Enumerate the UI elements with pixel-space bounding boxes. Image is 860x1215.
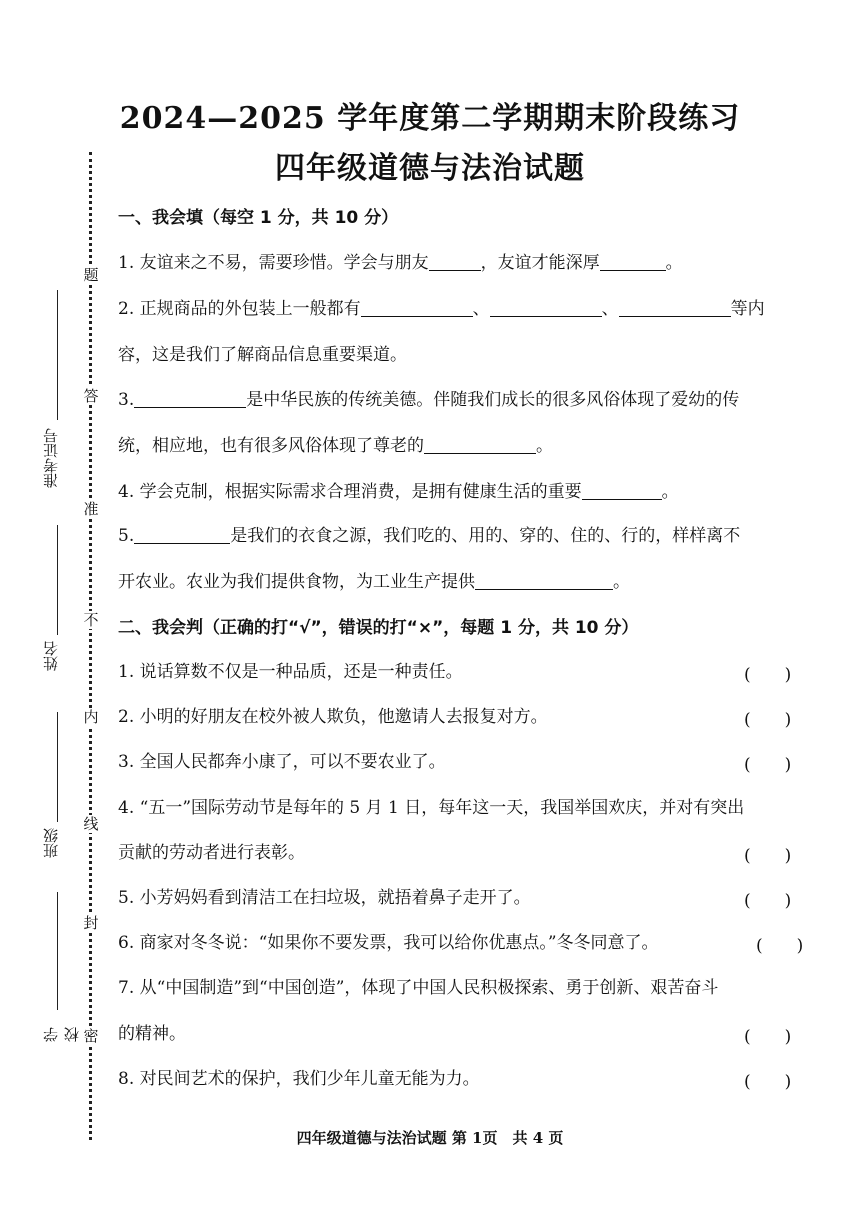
judge-answer-4[interactable]: ( ) — [744, 846, 792, 866]
seal-char-zhun: 准 — [83, 500, 99, 518]
school-label: 学校 — [42, 1027, 81, 1042]
field-name[interactable] — [40, 525, 60, 675]
school-write-line — [57, 892, 58, 1010]
exam-number-label: 准考证号 — [42, 428, 60, 488]
exam-title: 2024—2025 学年度第二学期期末阶段练习 — [119, 101, 741, 136]
q1-text-a: 1. 友谊来之不易，需要珍惜。学会与朋友 — [118, 253, 429, 273]
q3-blank-2[interactable] — [424, 435, 536, 454]
judge-item-5: 5. 小芳妈妈看到清洁工在扫垃圾，就捂着鼻子走开了。 — [118, 888, 531, 908]
q3-text-b: 是中华民族的传统美德。伴随我们成长的很多风俗体现了爱幼的传 — [246, 390, 740, 410]
field-school[interactable] — [40, 892, 81, 1042]
judge-item-7-continued: 的精神。 — [118, 1024, 186, 1044]
q1-blank-2[interactable] — [600, 252, 666, 271]
seal-char-nei: 内 — [83, 708, 99, 726]
q2-blank-1[interactable] — [361, 298, 473, 317]
judge-item-8: 8. 对民间艺术的保护，我们少年儿童无能为力。 — [118, 1069, 480, 1089]
seal-char-mi: 密 — [83, 1027, 99, 1045]
name-write-line — [57, 525, 58, 635]
judge-item-1: 1. 说话算数不仅是一种品质，还是一种责任。 — [118, 662, 463, 682]
judge-answer-3[interactable]: ( ) — [744, 755, 792, 775]
judge-item-4: 4. “五一”国际劳动节是每年的 5 月 1 日，每年这一天，我国举国欢庆，并对有突出 — [118, 798, 745, 818]
q5-text-b: 是我们的衣食之源，我们吃的、用的、穿的、住的、行的，样样离不 — [230, 526, 741, 546]
question-5-continued — [118, 570, 630, 594]
question-5-fill — [118, 524, 740, 548]
field-class[interactable] — [40, 712, 60, 862]
seal-char-feng: 封 — [83, 914, 99, 932]
field-exam-number[interactable] — [40, 290, 60, 500]
q3-text-a: 3. — [118, 390, 135, 410]
page-footer: 四年级道德与法治试题 第 1页 共 4 页 — [296, 1129, 564, 1147]
q5-text-c: 开农业。农业为我们提供食物，为工业生产提供 — [118, 572, 475, 592]
judge-answer-2[interactable]: ( ) — [744, 710, 792, 730]
question-1-fill — [118, 251, 683, 275]
seal-char-bu: 不 — [83, 611, 99, 629]
judge-answer-8[interactable]: ( ) — [744, 1072, 792, 1092]
q5-blank-1[interactable] — [134, 525, 230, 544]
q2-sep-1: 、 — [472, 299, 490, 319]
judge-item-3: 3. 全国人民都奔小康了，可以不要农业了。 — [118, 752, 446, 772]
q5-blank-2[interactable] — [475, 571, 613, 590]
section1-heading: 一、我会填（每空 1 分，共 10 分） — [118, 208, 399, 228]
judge-item-4-continued: 贡献的劳动者进行表彰。 — [118, 843, 305, 863]
q2-text-a: 2. 正规商品的外包装上一般都有 — [118, 299, 361, 319]
judge-item-6: 6. 商家对冬冬说：“如果你不要发票，我可以给你优惠点。”冬冬同意了。 — [118, 933, 659, 953]
judge-answer-6[interactable]: ( ) — [756, 936, 804, 956]
q4-text-a: 4. 学会克制，根据实际需求合理消费，是拥有健康生活的重要 — [118, 482, 582, 502]
question-2-continued: 容，这是我们了解商品信息重要渠道。 — [118, 345, 407, 365]
question-3-continued — [118, 434, 553, 458]
q1-text-c: 。 — [665, 253, 683, 273]
q3-blank-1[interactable] — [134, 389, 246, 408]
q3-text-c: 统，相应地，也有很多风俗体现了尊老的 — [118, 436, 424, 456]
judge-answer-1[interactable]: ( ) — [744, 665, 792, 685]
q2-text-b: 等内 — [730, 299, 765, 319]
class-write-line — [57, 712, 58, 822]
q2-sep-2: 、 — [601, 299, 619, 319]
judge-answer-5[interactable]: ( ) — [744, 891, 792, 911]
question-2-fill — [118, 297, 765, 321]
question-4-fill — [118, 480, 679, 504]
q5-text-d: 。 — [613, 572, 630, 592]
q3-text-d: 。 — [536, 436, 553, 456]
judge-item-7: 7. 从“中国制造”到“中国创造”，体现了中国人民积极探索、勇于创新、艰苦奋斗 — [118, 978, 719, 998]
exam-number-write-line — [57, 290, 58, 420]
q5-text-a: 5. — [118, 526, 135, 546]
seal-char-xian: 线 — [83, 815, 99, 833]
section2-heading: 二、我会判（正确的打“√”，错误的打“×”，每题 1 分，共 10 分） — [118, 618, 639, 638]
exam-subtitle: 四年级道德与法治试题 — [275, 151, 585, 186]
question-3-fill — [118, 388, 739, 412]
name-label: 姓名 — [42, 641, 60, 671]
judge-answer-7[interactable]: ( ) — [744, 1027, 792, 1047]
seal-dotted-line — [89, 152, 92, 1140]
q4-text-b: 。 — [661, 482, 679, 502]
q1-text-b: ，友谊才能深厚 — [480, 253, 600, 273]
class-label: 班级 — [42, 828, 60, 858]
q4-blank-1[interactable] — [582, 481, 662, 500]
seal-char-ti: 题 — [83, 266, 99, 284]
seal-char-da: 答 — [83, 387, 99, 405]
q1-blank-1[interactable] — [429, 252, 481, 271]
q2-blank-3[interactable] — [619, 298, 731, 317]
judge-item-2: 2. 小明的好朋友在校外被人欺负，他邀请人去报复对方。 — [118, 707, 548, 727]
q2-blank-2[interactable] — [490, 298, 602, 317]
